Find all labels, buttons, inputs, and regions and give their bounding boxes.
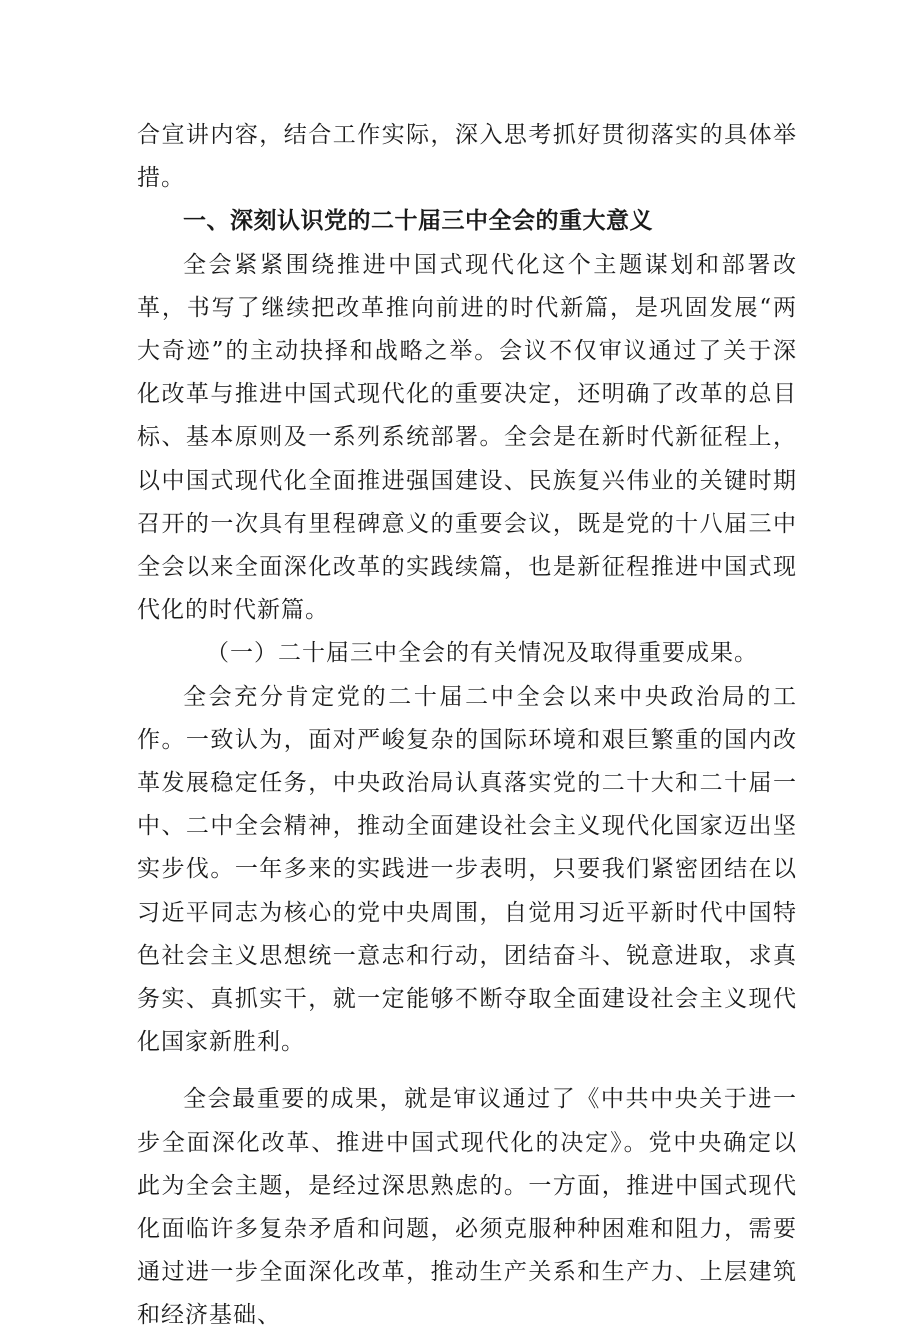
- paragraph-main-outcome: 全会最重要的成果，就是审议通过了《中共中央关于进一步全面深化改革、推进中国式现代化的决定》。党中央确定以此为全会主题，是经过深思熟虑的。一方面，推进中国式现代化面临许多复杂矛盾和问题，必须克服种种困难和阻力，需要通过进一步全面深化改革，推动生产关系和生产力、上层建筑和经济基础、: [137, 1086, 797, 1329]
- paragraph-work-review: 全会充分肯定党的二十届二中全会以来中央政治局的工作。一致认为，面对严峻复杂的国际环境和艰巨繁重的国内改革发展稳定任务，中央政治局认真落实党的二十大和二十届一中、二中全会精神，推动全面建设社会主义现代化国家迈出坚实步伐。一年多来的实践进一步表明，只要我们紧密团结在以习近平同志为核心的党中央周围，自觉用习近平新时代中国特色社会主义思想统一意志和行动，团结奋斗、锐意进取，求真务实、真抓实干，就一定能够不断夺取全面建设社会主义现代化国家新胜利。: [137, 683, 797, 1056]
- section-heading: 一、深刻认识党的二十届三中全会的重大意义: [183, 208, 653, 235]
- paragraph-gap: [137, 1064, 797, 1078]
- document-page: [137, 114, 797, 1338]
- subsection-heading: （一）二十届三中全会的有关情况及取得重要成果。: [206, 640, 758, 667]
- paragraph-significance: 全会紧紧围绕推进中国式现代化这个主题谋划和部署改革，书写了继续把改革推向前进的时代新篇，是巩固发展“两大奇迹”的主动抉择和战略之举。会议不仅审议通过了关于深化改革与推进中国式现代化的重要决定，还明确了改革的总目标、基本原则及一系列系统部署。全会是在新时代新征程上，以中国式现代化全面推进强国建设、民族复兴伟业的关键时期召开的一次具有里程碑意义的重要会议，既是党的十八届三中全会以来全面深化改革的实践续篇，也是新征程推进中国式现代化的时代新篇。: [137, 251, 797, 624]
- paragraph-continuation: 合宣讲内容，结合工作实际，深入思考抓好贯彻落实的具体举措。: [137, 122, 797, 192]
